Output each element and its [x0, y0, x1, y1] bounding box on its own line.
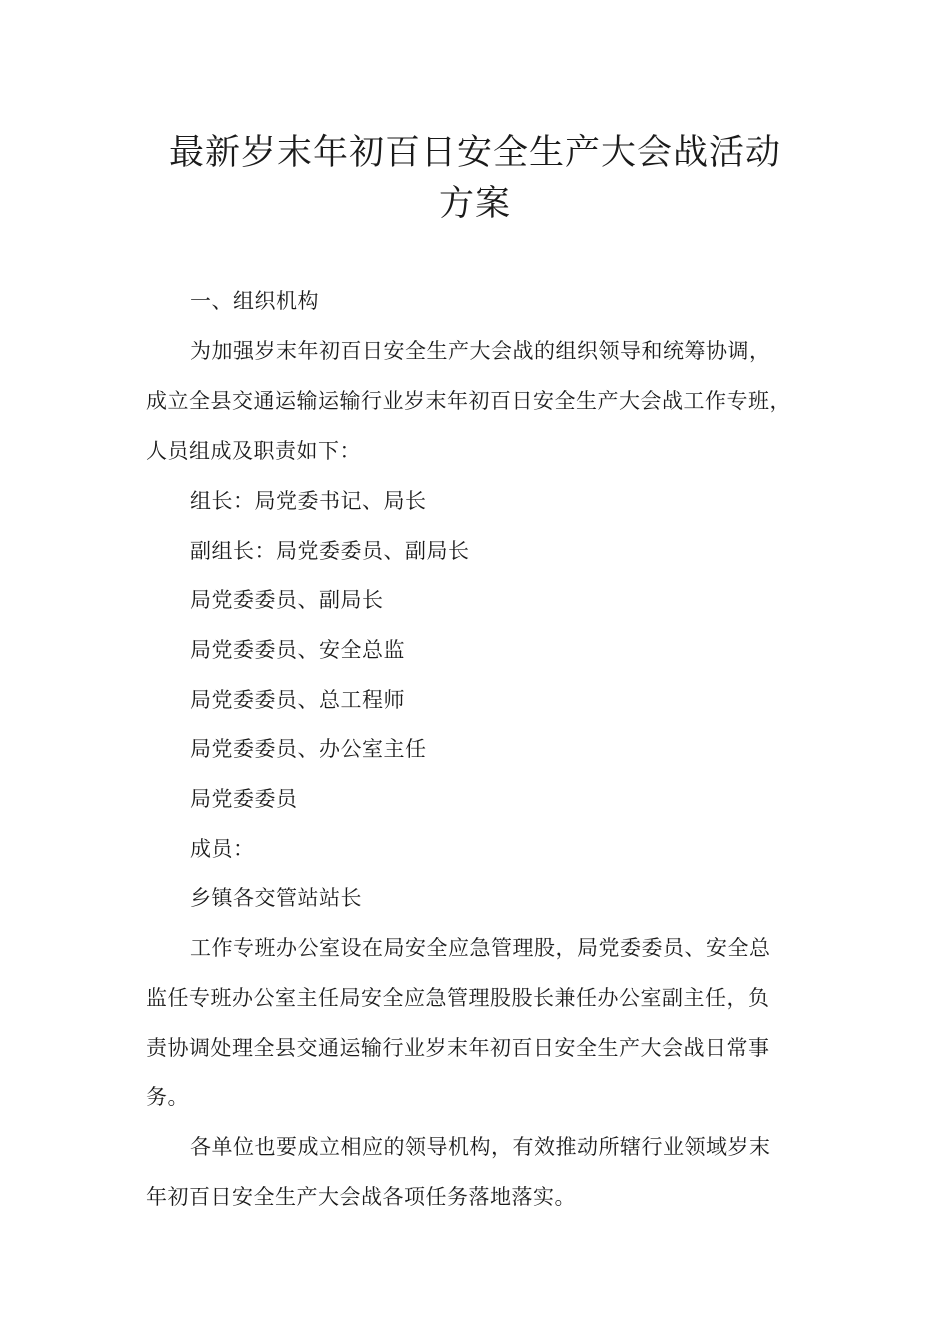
paragraph-line: 人员组成及职责如下： — [146, 439, 361, 463]
list-item: 副组长：局党委委员、副局长 — [190, 539, 470, 563]
list-item: 局党委委员、副局长 — [190, 588, 384, 612]
list-item: 成员： — [190, 837, 255, 861]
paragraph-line: 为加强岁末年初百日安全生产大会战的组织领导和统筹协调， — [190, 339, 771, 363]
paragraph-line: 监任专班办公室主任局安全应急管理股股长兼任办公室副主任，负 — [146, 986, 770, 1010]
list-item: 局党委委员 — [190, 787, 298, 811]
paragraph-line: 各单位也要成立相应的领导机构，有效推动所辖行业领域岁末 — [190, 1135, 771, 1159]
paragraph-line: 成立全县交通运输运输行业岁末年初百日安全生产大会战工作专班， — [146, 389, 791, 413]
document-title — [120, 128, 830, 230]
title-line-1: 最新岁末年初百日安全生产大会战活动 — [168, 133, 781, 173]
paragraph-line: 年初百日安全生产大会战各项任务落地落实。 — [146, 1185, 576, 1209]
list-item: 乡镇各交管站站长 — [190, 886, 362, 910]
paragraph-line: 务。 — [146, 1085, 189, 1109]
paragraph-line: 责协调处理全县交通运输行业岁末年初百日安全生产大会战日常事 — [146, 1036, 770, 1060]
list-item: 局党委委员、办公室主任 — [190, 737, 427, 761]
paragraph-line: 工作专班办公室设在局安全应急管理股，局党委委员、安全总 — [190, 936, 771, 960]
section-heading-organization: 一、组织机构 — [190, 289, 319, 313]
title-line-2: 方案 — [438, 184, 511, 224]
list-item: 局党委委员、安全总监 — [190, 638, 405, 662]
list-item: 局党委委员、总工程师 — [190, 688, 405, 712]
list-item: 组长：局党委书记、局长 — [190, 489, 427, 513]
